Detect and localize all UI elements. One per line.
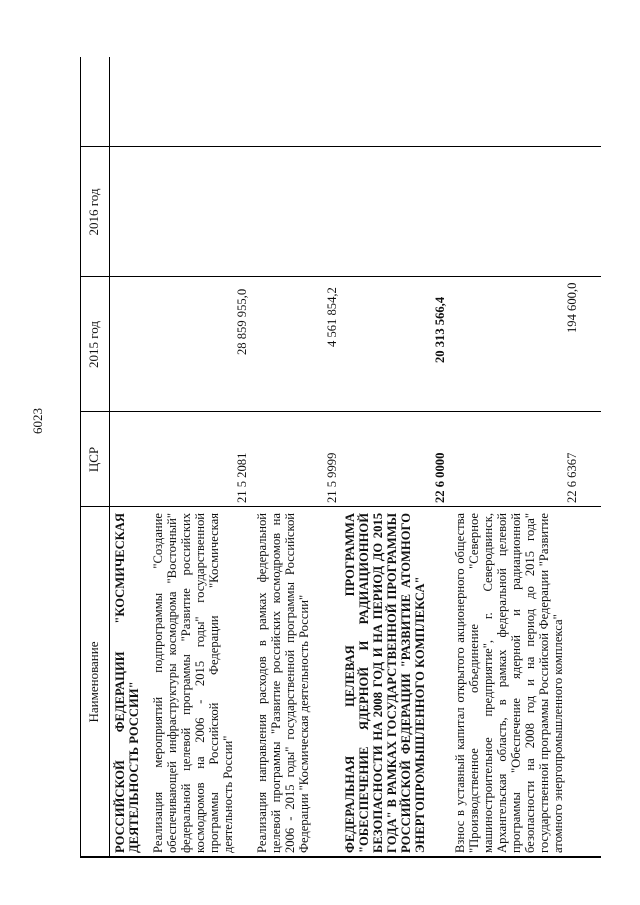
table-row-csr: 21 5 9999 — [325, 452, 339, 503]
table-row-name: Реализация направления расходов в рамках федеральной целевой программы "Развитие российских космодромов на 2006 - 2015 годы" государственной программы Российской Федерации "Космическая деятельность России" — [255, 513, 311, 853]
table-row-2015: 194 600,0 — [565, 282, 579, 333]
column-line — [81, 411, 601, 412]
table-row-name: Взнос в уставный капитал открытого акционерного общества "Производственное объединение "Северное машиностроительное предприятие", г. Северодвинск, Архангельская область, в рамках федеральной целевой программы "Обеспечение ядерной и радиационной безопасности на 2008 год и на период до 2015 года" государственной программы Российской Федерации "Развитие атомного энергопромышленного комплекса" — [453, 513, 565, 853]
column-line — [81, 276, 601, 277]
table-row-2015: 20 313 566,4 — [433, 296, 447, 363]
table-row-2015: 28 859 955,0 — [235, 288, 249, 355]
table-row-csr: 21 5 2081 — [235, 452, 249, 503]
column-line — [81, 506, 601, 507]
table-row-csr: 22 6 0000 — [433, 452, 447, 503]
table-row-name: Реализация мероприятий подпрограммы "Создание обеспечивающей инфраструктуры космодрома "Восточный" федеральной целевой программы "Развитие российских космодромов на 2006 - 2015 годы" государственной программы Российской Федерации "Космическая деятельность России" — [151, 513, 235, 853]
header-2015: 2015 год — [86, 321, 101, 368]
column-line — [81, 856, 601, 857]
table-row-name: РОССИЙСКОЙ ФЕДЕРАЦИИ "КОСМИЧЕСКАЯ ДЕЯТЕЛЬНОСТЬ РОССИИ" — [113, 513, 141, 853]
header-csr: ЦСР — [86, 446, 101, 473]
column-line — [81, 146, 601, 147]
rotated-content — [30, 48, 610, 868]
budget-table — [80, 57, 601, 858]
header-name: Наименование — [86, 641, 101, 723]
page-number: 6023 — [30, 408, 45, 434]
header-line — [109, 57, 110, 857]
header-2016: 2016 год — [86, 188, 101, 236]
table-row-2015: 4 561 854,2 — [325, 287, 339, 347]
table-row-csr: 22 6 6367 — [565, 452, 579, 503]
table-row-name: ФЕДЕРАЛЬНАЯ ЦЕЛЕВАЯ ПРОГРАММА "ОБЕСПЕЧЕНИЕ ЯДЕРНОЙ И РАДИАЦИОННОЙ БЕЗОПАСНОСТИ НА 2008 ГОД И НА ПЕРИОД ДО 2015 ГОДА" В РАМКАХ ГОСУДАРСТВЕННОЙ ПРОГРАММЫ РОССИЙСКОЙ ФЕДЕРАЦИИ "РАЗВИТИЕ АТОМНОГО ЭНЕРГОПРОМЫШЛЕННОГО КОМПЛЕКСА" — [343, 513, 427, 853]
